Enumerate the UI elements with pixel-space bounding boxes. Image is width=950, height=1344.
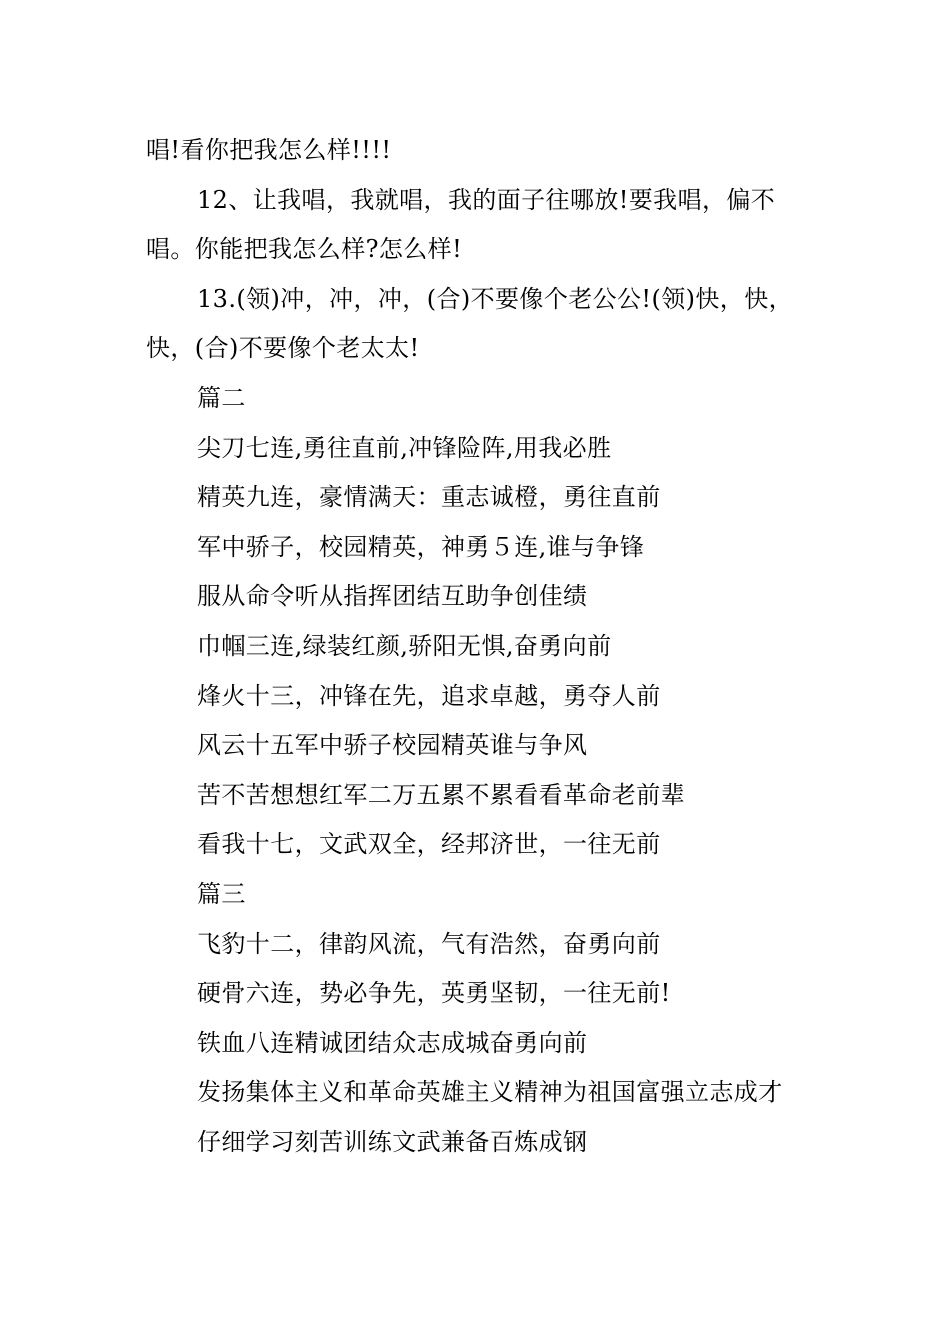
slogan-line: 仔细学习刻苦训练文武兼备百炼成钢	[197, 1127, 588, 1156]
slogan-line: 精英九连，豪情满天：重志诚橙，勇往直前	[197, 483, 661, 512]
slogan-line: 发扬集体主义和革命英雄主义精神为祖国富强立志成才	[197, 1078, 783, 1107]
slogan-line: 铁血八连精诚团结众志成城奋勇向前	[197, 1028, 588, 1057]
document-body	[146, 126, 810, 1167]
slogan-line: 硬骨六连，势必争先，英勇坚韧，一往无前!	[197, 979, 671, 1008]
slogan-line: 飞豹十二，律韵风流，气有浩然，奋勇向前	[197, 929, 661, 958]
slogan-line: 尖刀七连,勇往直前,冲锋险阵,用我必胜	[197, 433, 612, 462]
paragraph-12: 12、让我唱，我就唱，我的面子往哪放!要我唱，偏不唱。你能把我怎么样?怎么样!	[146, 185, 776, 264]
slogan-line: 巾帼三连,绿装红颜,骄阳无惧,奋勇向前	[197, 631, 612, 660]
slogan-line: 风云十五军中骄子校园精英谁与争风	[197, 731, 588, 760]
slogan-line: 烽火十三，冲锋在先，追求卓越，勇夺人前	[197, 681, 661, 710]
paragraph-13: 13.(领)冲，冲，冲，(合)不要像个老公公!(领)快，快，快，(合)不要像个老太太!	[146, 284, 793, 363]
section-heading-3: 篇三	[197, 879, 246, 908]
slogan-line: 苦不苦想想红军二万五累不累看看革命老前辈	[197, 780, 685, 809]
slogan-line: 看我十七，文武双全，经邦济世，一往无前	[197, 830, 661, 859]
paragraph-continuation: 唱!看你把我怎么样!!!!	[146, 136, 392, 164]
slogan-line: 军中骄子，校园精英，神勇５连,谁与争锋	[197, 532, 645, 561]
slogan-line: 服从命令听从指挥团结互助争创佳绩	[197, 582, 588, 611]
section-heading-2: 篇二	[197, 383, 246, 412]
